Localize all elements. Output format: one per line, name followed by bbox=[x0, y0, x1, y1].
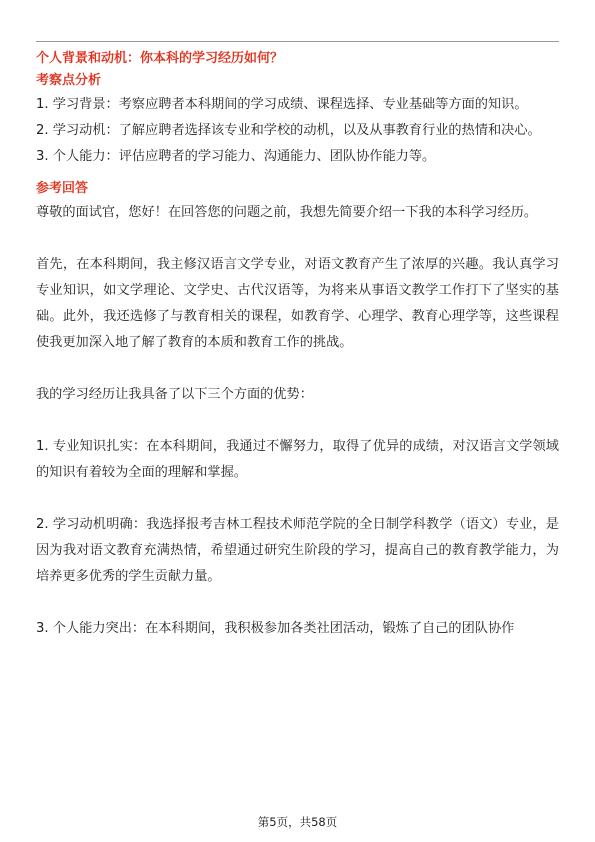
analysis-item-3: 3. 个人能力：评估应聘者的学习能力、沟通能力、团队协作能力等。 bbox=[36, 149, 436, 164]
paragraph-gap bbox=[36, 226, 559, 252]
paragraph-gap bbox=[36, 590, 559, 616]
paragraph-gap bbox=[36, 356, 559, 382]
paragraph-gap bbox=[36, 408, 559, 434]
paragraph-gap bbox=[36, 486, 559, 512]
analysis-item-1: 1. 学习背景：考察应聘者本科期间的学习成绩、课程选择、专业基础等方面的知识。 bbox=[36, 97, 528, 112]
header-rule bbox=[36, 41, 559, 42]
question-title: 个人背景和动机：你本科的学习经历如何？ bbox=[36, 51, 284, 66]
answer-paragraph-1: 首先，在本科期间，我主修汉语言文学专业，对语文教育产生了浓厚的兴趣。我认真学习专业知识，如文学理论、文学史、古代汉语等，为将来从事语文教学工作打下了坚实的基础。此外，我还选修了与教育相关的课程，如教育学、心理学、教育心理学等，这些课程使我更加深入地了解了教育的本质和教育工作的挑战。 bbox=[36, 257, 559, 350]
answer-heading: 参考回答 bbox=[36, 181, 89, 196]
document-body bbox=[36, 48, 559, 642]
advantage-item-2: 2. 学习动机明确：我选择报考吉林工程技术师范学院的全日制学科教学（语文）专业，是因为我对语文教育充满热情，希望通过研究生阶段的学习，提高自己的教育教学能力，为培养更多优秀的学生贡献力量。 bbox=[36, 517, 559, 584]
analysis-heading: 考察点分析 bbox=[36, 73, 102, 88]
advantage-item-1: 1. 专业知识扎实：在本科期间，我通过不懈努力，取得了优异的成绩，对汉语言文学领域的知识有着较为全面的理解和掌握。 bbox=[36, 439, 559, 480]
advantages-intro: 我的学习经历让我具备了以下三个方面的优势： bbox=[36, 387, 313, 402]
answer-intro: 尊敬的面试官，您好！在回答您的问题之前，我想先简要介绍一下我的本科学习经历。 bbox=[36, 205, 538, 220]
analysis-item-2: 2. 学习动机：了解应聘者选择该专业和学校的动机，以及从事教育行业的热情和决心。 bbox=[36, 123, 541, 138]
advantage-item-3: 3. 个人能力突出：在本科期间，我积极参加各类社团活动，锻炼了自己的团队协作 bbox=[36, 621, 515, 636]
page-number: 第5页，共58页 bbox=[257, 815, 338, 829]
